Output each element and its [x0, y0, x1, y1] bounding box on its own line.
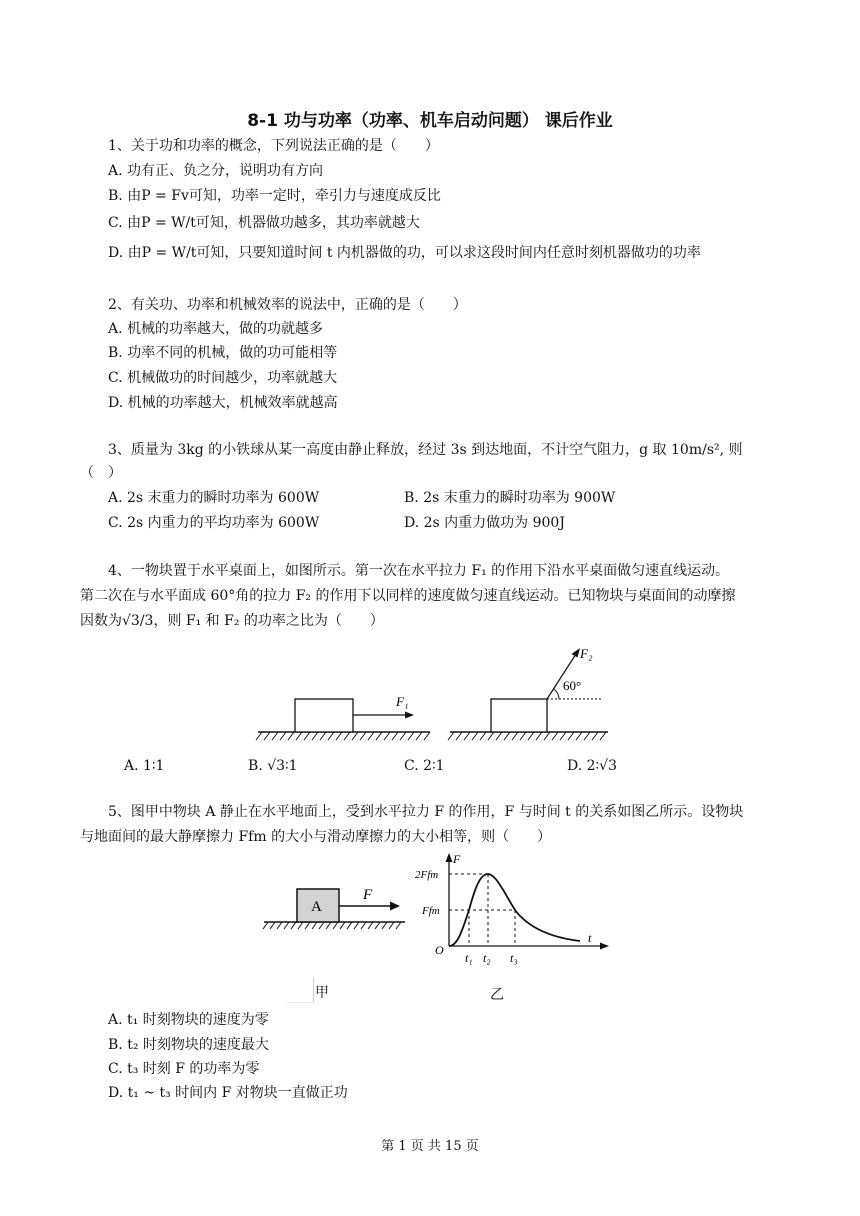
q5-caption-jia: 甲 [315, 985, 329, 1001]
q1-option-b: B. 由P = Fv可知，功率一定时，牵引力与速度成反比 [108, 188, 441, 204]
q5-caption-box [285, 978, 314, 1003]
q3-stem-line1: 3、质量为 3kg 的小铁球从某一高度由静止释放，经过 3s 到达地面，不计空气阻力，g 取 10m/s², 则 [108, 442, 743, 458]
q5-figure-yi-graph [410, 850, 620, 970]
q3-option-d: D. 2s 内重力做功为 900J [404, 515, 565, 531]
q5-y-axis-label: F [453, 852, 461, 866]
page-title: 8-1 功与功率（功率、机车启动问题） 课后作业 [247, 111, 613, 131]
q4-stem-line2: 第二次在与水平面成 60°角的拉力 F₂ 的作用下以同样的速度做匀速直线运动。已知物块与桌面间的动摩擦 [80, 588, 736, 604]
q4-option-c: C. 2∶1 [404, 758, 445, 774]
q4-option-b: B. √3∶1 [248, 758, 298, 774]
q5-tick-2ffm: 2Ffm [415, 869, 439, 881]
q1-option-c: C. 由P = W/t可知，机器做功越多，其功率就越大 [108, 215, 420, 231]
q4-stem-line1: 4、一物块置于水平桌面上，如图所示。第一次在水平拉力 F₁ 的作用下沿水平桌面做匀速直线运动。 [108, 563, 730, 579]
q4-label-angle: 60° [563, 678, 582, 693]
q5-x-axis-label: t [588, 931, 592, 945]
q1-stem: 1、关于功和功率的概念，下列说法正确的是（ ） [108, 138, 439, 154]
q5-block-label: A [311, 899, 322, 915]
q2-option-d: D. 机械的功率越大，机械效率就越高 [108, 395, 338, 411]
q4-figure [250, 640, 620, 750]
q5-option-d: D. t₁ ~ t₃ 时间内 F 对物块一直做正功 [108, 1085, 348, 1101]
q3-option-c: C. 2s 内重力的平均功率为 600W [108, 515, 320, 531]
q4-stem-line3: 因数为√3/3，则 F₁ 和 F₂ 的功率之比为（ ） [80, 613, 384, 629]
q5-tick-t3: t₃ [510, 951, 518, 965]
q4-label-f2: F₂ [580, 646, 593, 661]
q1-option-d: D. 由P = W/t可知，只要知道时间 t 内机器做的功，可以求这段时间内任意时刻机器做功的功率 [108, 245, 701, 261]
q1-option-a: A. 功有正、负之分，说明功有方向 [108, 163, 324, 179]
q5-stem-line2: 与地面间的最大静摩擦力 Ffm 的大小与滑动摩擦力的大小相等，则（ ） [80, 829, 552, 845]
q4-label-f1: F₁ [396, 694, 409, 709]
q3-option-a: A. 2s 末重力的瞬时功率为 600W [108, 490, 320, 506]
q5-stem-line1: 5、图甲中物块 A 静止在水平地面上，受到水平拉力 F 的作用，F 与时间 t 的关系如图乙所示。设物块 [108, 804, 744, 820]
page-footer: 第 1 页 共 15 页 [381, 1139, 479, 1154]
q2-stem: 2、有关功、功率和机械效率的说法中，正确的是（ ） [108, 297, 467, 313]
q2-option-a: A. 机械的功率越大，做的功就越多 [108, 321, 324, 337]
q5-origin-label: O [435, 943, 444, 957]
q4-block-1 [295, 699, 353, 732]
q5-option-b: B. t₂ 时刻物块的速度最大 [108, 1037, 269, 1053]
q2-option-c: C. 机械做功的时间越少，功率就越大 [108, 370, 338, 386]
q5-tick-t2: t₂ [483, 951, 491, 965]
q5-option-c: C. t₃ 时刻 F 的功率为零 [108, 1061, 260, 1077]
q5-option-a: A. t₁ 时刻物块的速度为零 [108, 1012, 269, 1028]
q5-force-label: F [363, 887, 373, 903]
q4-option-d: D. 2∶√3 [567, 758, 618, 774]
q4-option-a: A. 1∶1 [124, 758, 165, 774]
q5-figure-jia [260, 875, 410, 935]
q3-stem-line2: （ ） [80, 465, 122, 481]
q5-tick-ffm: Ffm [422, 905, 440, 917]
q4-block-2 [491, 699, 547, 732]
q5-caption-yi: 乙 [490, 987, 504, 1003]
q5-tick-t1: t₁ [465, 951, 473, 965]
q2-option-b: B. 功率不同的机械，做的功可能相等 [108, 345, 338, 361]
q3-option-b: B. 2s 末重力的瞬时功率为 900W [404, 490, 616, 506]
